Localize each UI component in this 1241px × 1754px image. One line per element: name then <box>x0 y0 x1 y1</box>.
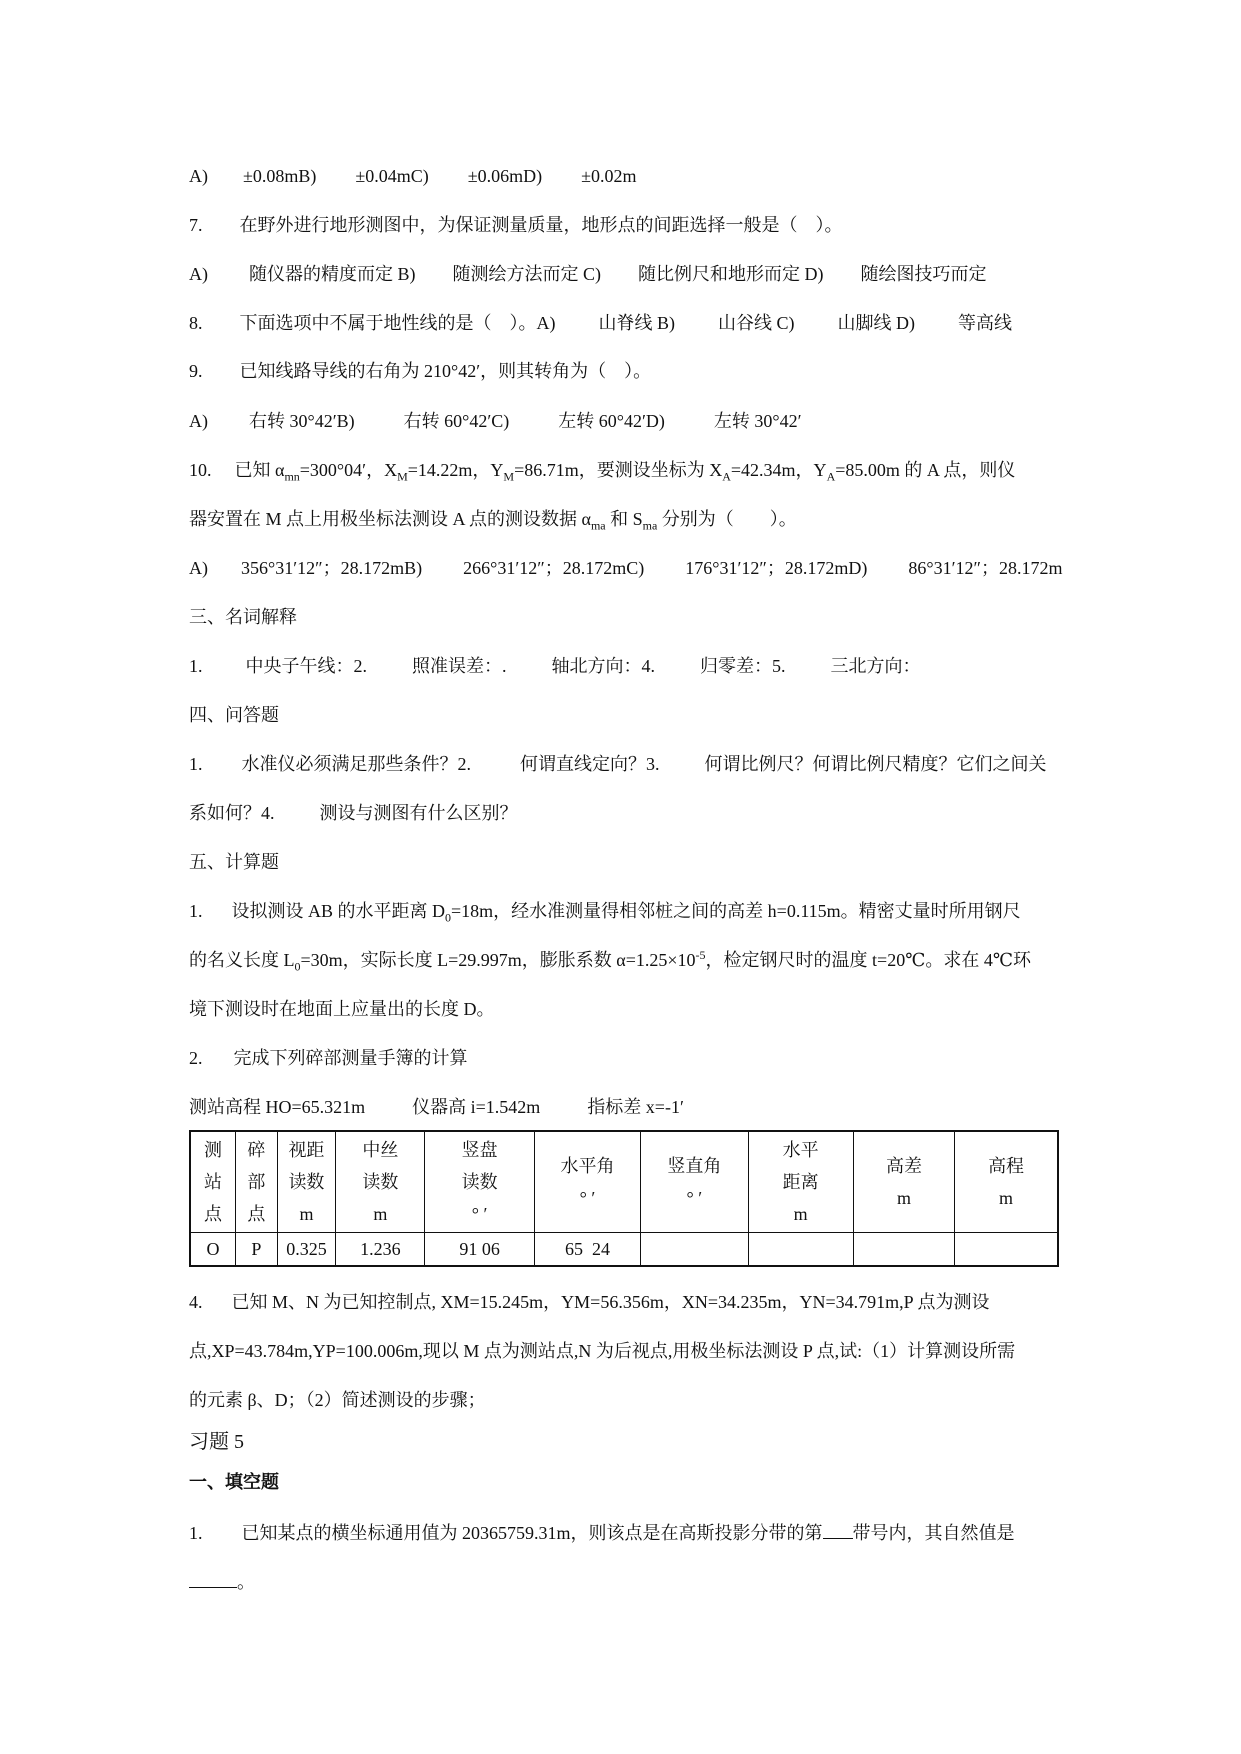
q6-options <box>189 164 637 188</box>
section-4-line2 <box>189 801 518 825</box>
table-cell: 65 24 <box>534 1233 640 1267</box>
subscript: 0 <box>445 910 452 925</box>
col-header: 测 站 点 <box>190 1131 236 1233</box>
q9-options <box>189 409 802 433</box>
problem-4-line2: 点,XP=43.784m,YP=100.006m,现以 M 点为测站点,N 为后视点,用极坐标法测设 P 点,试:（1）计算测设所需 <box>189 1341 1016 1361</box>
option-text: ±0.02m <box>581 166 637 186</box>
subscript: M <box>503 469 515 484</box>
problem-text: 已知 M、N 为已知控制点, XM=15.245m，YM=56.356m，XN=34.235m，YN=34.791m,P 点为测设 <box>231 1292 990 1312</box>
problem-1-line2 <box>189 948 1031 972</box>
question-8 <box>189 311 1012 335</box>
subscript: ma <box>590 518 606 533</box>
problem-number: 4. <box>189 1292 203 1312</box>
subscript: 0 <box>294 959 301 974</box>
subscript: M <box>397 469 408 484</box>
section-4-title: 四、问答题 <box>189 705 279 725</box>
col-header: 高差 m <box>853 1131 954 1233</box>
question-number: 10. <box>189 460 212 480</box>
station-elevation: 测站高程 HO=65.321m <box>189 1097 366 1117</box>
exercise-title: 习题 5 <box>189 1431 244 1453</box>
problem-number: 2. <box>189 1048 203 1068</box>
problem-1-line1 <box>189 899 1021 923</box>
question-stem: 下面选项中不属于地性线的是（ ）。A) <box>239 313 556 333</box>
col-header: 视距 读数 m <box>277 1131 336 1233</box>
question-number: 1. <box>189 1523 203 1543</box>
station-info <box>189 1095 684 1119</box>
item-number: 1. <box>189 754 203 774</box>
index-error: 指标差 x=-1′ <box>587 1097 684 1117</box>
stem-text: 器安置在 M 点上用极坐标法测设 A 点的测设数据 α <box>189 509 591 529</box>
problem-text: 完成下列碎部测量手簿的计算 <box>233 1048 468 1068</box>
option-label: A) <box>189 166 208 186</box>
table-cell: P <box>236 1233 278 1267</box>
subscript: A <box>722 469 731 484</box>
subscript: mn <box>284 469 300 484</box>
stem-text: =86.71m，要测设坐标为 X <box>514 460 723 480</box>
option-text: ±0.08mB) <box>243 166 317 186</box>
option-text: 176°31′12″；28.172mD) <box>685 558 868 578</box>
stem-text: =14.22m，Y <box>407 460 504 480</box>
table-cell: 1.236 <box>336 1233 425 1267</box>
question-text: 测设与测图有什么区别？ <box>319 803 518 823</box>
option-text: 山脚线 D) <box>837 313 915 333</box>
item-number: 1. <box>189 656 203 676</box>
q10-options <box>189 556 1063 580</box>
question-stem: 已知线路导线的右角为 210°42′，则其转角为（ ）。 <box>239 361 652 381</box>
table-cell <box>955 1233 1058 1267</box>
problem-number: 1. <box>189 901 203 921</box>
option-text: 随比例尺和地形而定 D) <box>638 264 824 284</box>
term-text: 中央子午线：2. <box>245 656 367 676</box>
option-text: 右转 60°42′C) <box>403 411 510 431</box>
stem-text: 分别为（ ）。 <box>657 509 797 529</box>
table-cell <box>641 1233 748 1267</box>
option-text: 86°31′12″；28.172m <box>908 558 1063 578</box>
question-number: 8. <box>189 313 203 333</box>
question-10 <box>189 458 1015 482</box>
question-text: 已知某点的横坐标通用值为 20365759.31m，则该点是在高斯投影分带的第 <box>241 1523 823 1543</box>
problem-text: ，检定钢尺时的温度 t=20℃。求在 4℃环 <box>705 950 1031 970</box>
problem-4-line1 <box>189 1290 989 1314</box>
stem-text: =42.34m，Y <box>730 460 827 480</box>
question-stem: 在野外进行地形测图中，为保证测量质量，地形点的间距选择一般是（ ）。 <box>239 215 843 235</box>
section-5-title: 五、计算题 <box>189 852 279 872</box>
option-text: ±0.06mD) <box>467 166 543 186</box>
option-text: 266°31′12″；28.172mC) <box>463 558 645 578</box>
table-cell: 91 06 <box>425 1233 534 1267</box>
stem-text: =300°04′，X <box>299 460 398 480</box>
subscript: ma <box>642 518 658 533</box>
instrument-height: 仪器高 i=1.542m <box>412 1097 541 1117</box>
table-cell: 0.325 <box>277 1233 336 1267</box>
option-label: A) <box>189 264 208 284</box>
fieldbook-table <box>189 1130 1059 1267</box>
question-text: 带号内，其自然值是 <box>852 1523 1015 1543</box>
term-text: 照准误差：. <box>412 656 507 676</box>
col-header: 水平角 ° ′ <box>534 1131 640 1233</box>
table-cell <box>748 1233 853 1267</box>
question-text: 系如何？4. <box>189 803 275 823</box>
term-text: 轴北方向：4. <box>551 656 655 676</box>
subscript: A <box>826 469 836 484</box>
question-text: 水准仪必须满足那些条件？2. <box>241 754 471 774</box>
option-text: ±0.04mC) <box>355 166 429 186</box>
col-header: 竖直角 ° ′ <box>641 1131 748 1233</box>
table-header-row <box>190 1131 1058 1233</box>
stem-text: 和 S <box>605 509 643 529</box>
col-header: 中丝 读数 m <box>336 1131 425 1233</box>
section-3-terms <box>189 654 921 678</box>
option-text: 356°31′12″；28.172mB) <box>241 558 423 578</box>
answer-blank[interactable] <box>823 1520 853 1539</box>
fill-question-1-line2 <box>189 1569 255 1594</box>
problem-text: 设拟测设 AB 的水平距离 D <box>231 901 446 921</box>
question-number: 9. <box>189 361 203 381</box>
table-row <box>190 1233 1058 1267</box>
stem-text: =85.00m 的 A 点，则仪 <box>835 460 1016 480</box>
option-text: 随仪器的精度而定 B) <box>249 264 416 284</box>
stem-text: 已知 α <box>234 460 285 480</box>
question-text: 何谓直线定向？3. <box>520 754 660 774</box>
table-cell: O <box>190 1233 236 1267</box>
option-text: 随绘图技巧而定 <box>860 264 987 284</box>
col-header: 水平 距离 m <box>748 1131 853 1233</box>
problem-text: 的名义长度 L <box>189 950 295 970</box>
answer-blank[interactable] <box>189 1569 237 1588</box>
option-text: 山脊线 B) <box>598 313 675 333</box>
option-text: 山谷线 C) <box>718 313 795 333</box>
problem-4-line3: 的元素 β、D；（2）简述测设的步骤； <box>189 1390 486 1410</box>
question-text: 何谓比例尺？何谓比例尺精度？它们之间关 <box>704 754 1047 774</box>
option-text: 左转 30°42′ <box>713 411 802 431</box>
problem-2 <box>189 1046 468 1070</box>
question-10-line2 <box>189 507 797 531</box>
option-label: A) <box>189 558 208 578</box>
col-header: 竖盘 读数 ° ′ <box>425 1131 534 1233</box>
fill-question-1 <box>189 1520 1015 1545</box>
option-text: 随测绘方法而定 C) <box>452 264 601 284</box>
section-4-line1 <box>189 752 1047 776</box>
option-label: A) <box>189 411 208 431</box>
col-header: 碎 部 点 <box>236 1131 278 1233</box>
question-7 <box>189 213 843 237</box>
option-text: 左转 60°42′D) <box>558 411 665 431</box>
q7-options <box>189 262 987 286</box>
section-3-title: 三、名词解释 <box>189 607 297 627</box>
table-cell <box>853 1233 954 1267</box>
term-text: 归零差：5. <box>700 656 786 676</box>
option-text: 等高线 <box>958 313 1012 333</box>
section-fill-title: 一、填空题 <box>189 1472 279 1492</box>
problem-text: =30m，实际长度 L=29.997m，膨胀系数 α=1.25×10 <box>300 950 696 970</box>
term-text: 三北方向： <box>830 656 921 676</box>
option-text: 右转 30°42′B) <box>249 411 355 431</box>
col-header: 高程 m <box>955 1131 1058 1233</box>
question-number: 7. <box>189 215 203 235</box>
problem-1-line3: 境下测设时在地面上应量出的长度 D。 <box>189 999 495 1019</box>
superscript: -5 <box>695 948 706 962</box>
problem-text: =18m，经水准测量得相邻桩之间的高差 h=0.115m。精密丈量时所用钢尺 <box>451 901 1021 921</box>
question-9 <box>189 359 651 383</box>
question-text: 。 <box>237 1572 255 1592</box>
